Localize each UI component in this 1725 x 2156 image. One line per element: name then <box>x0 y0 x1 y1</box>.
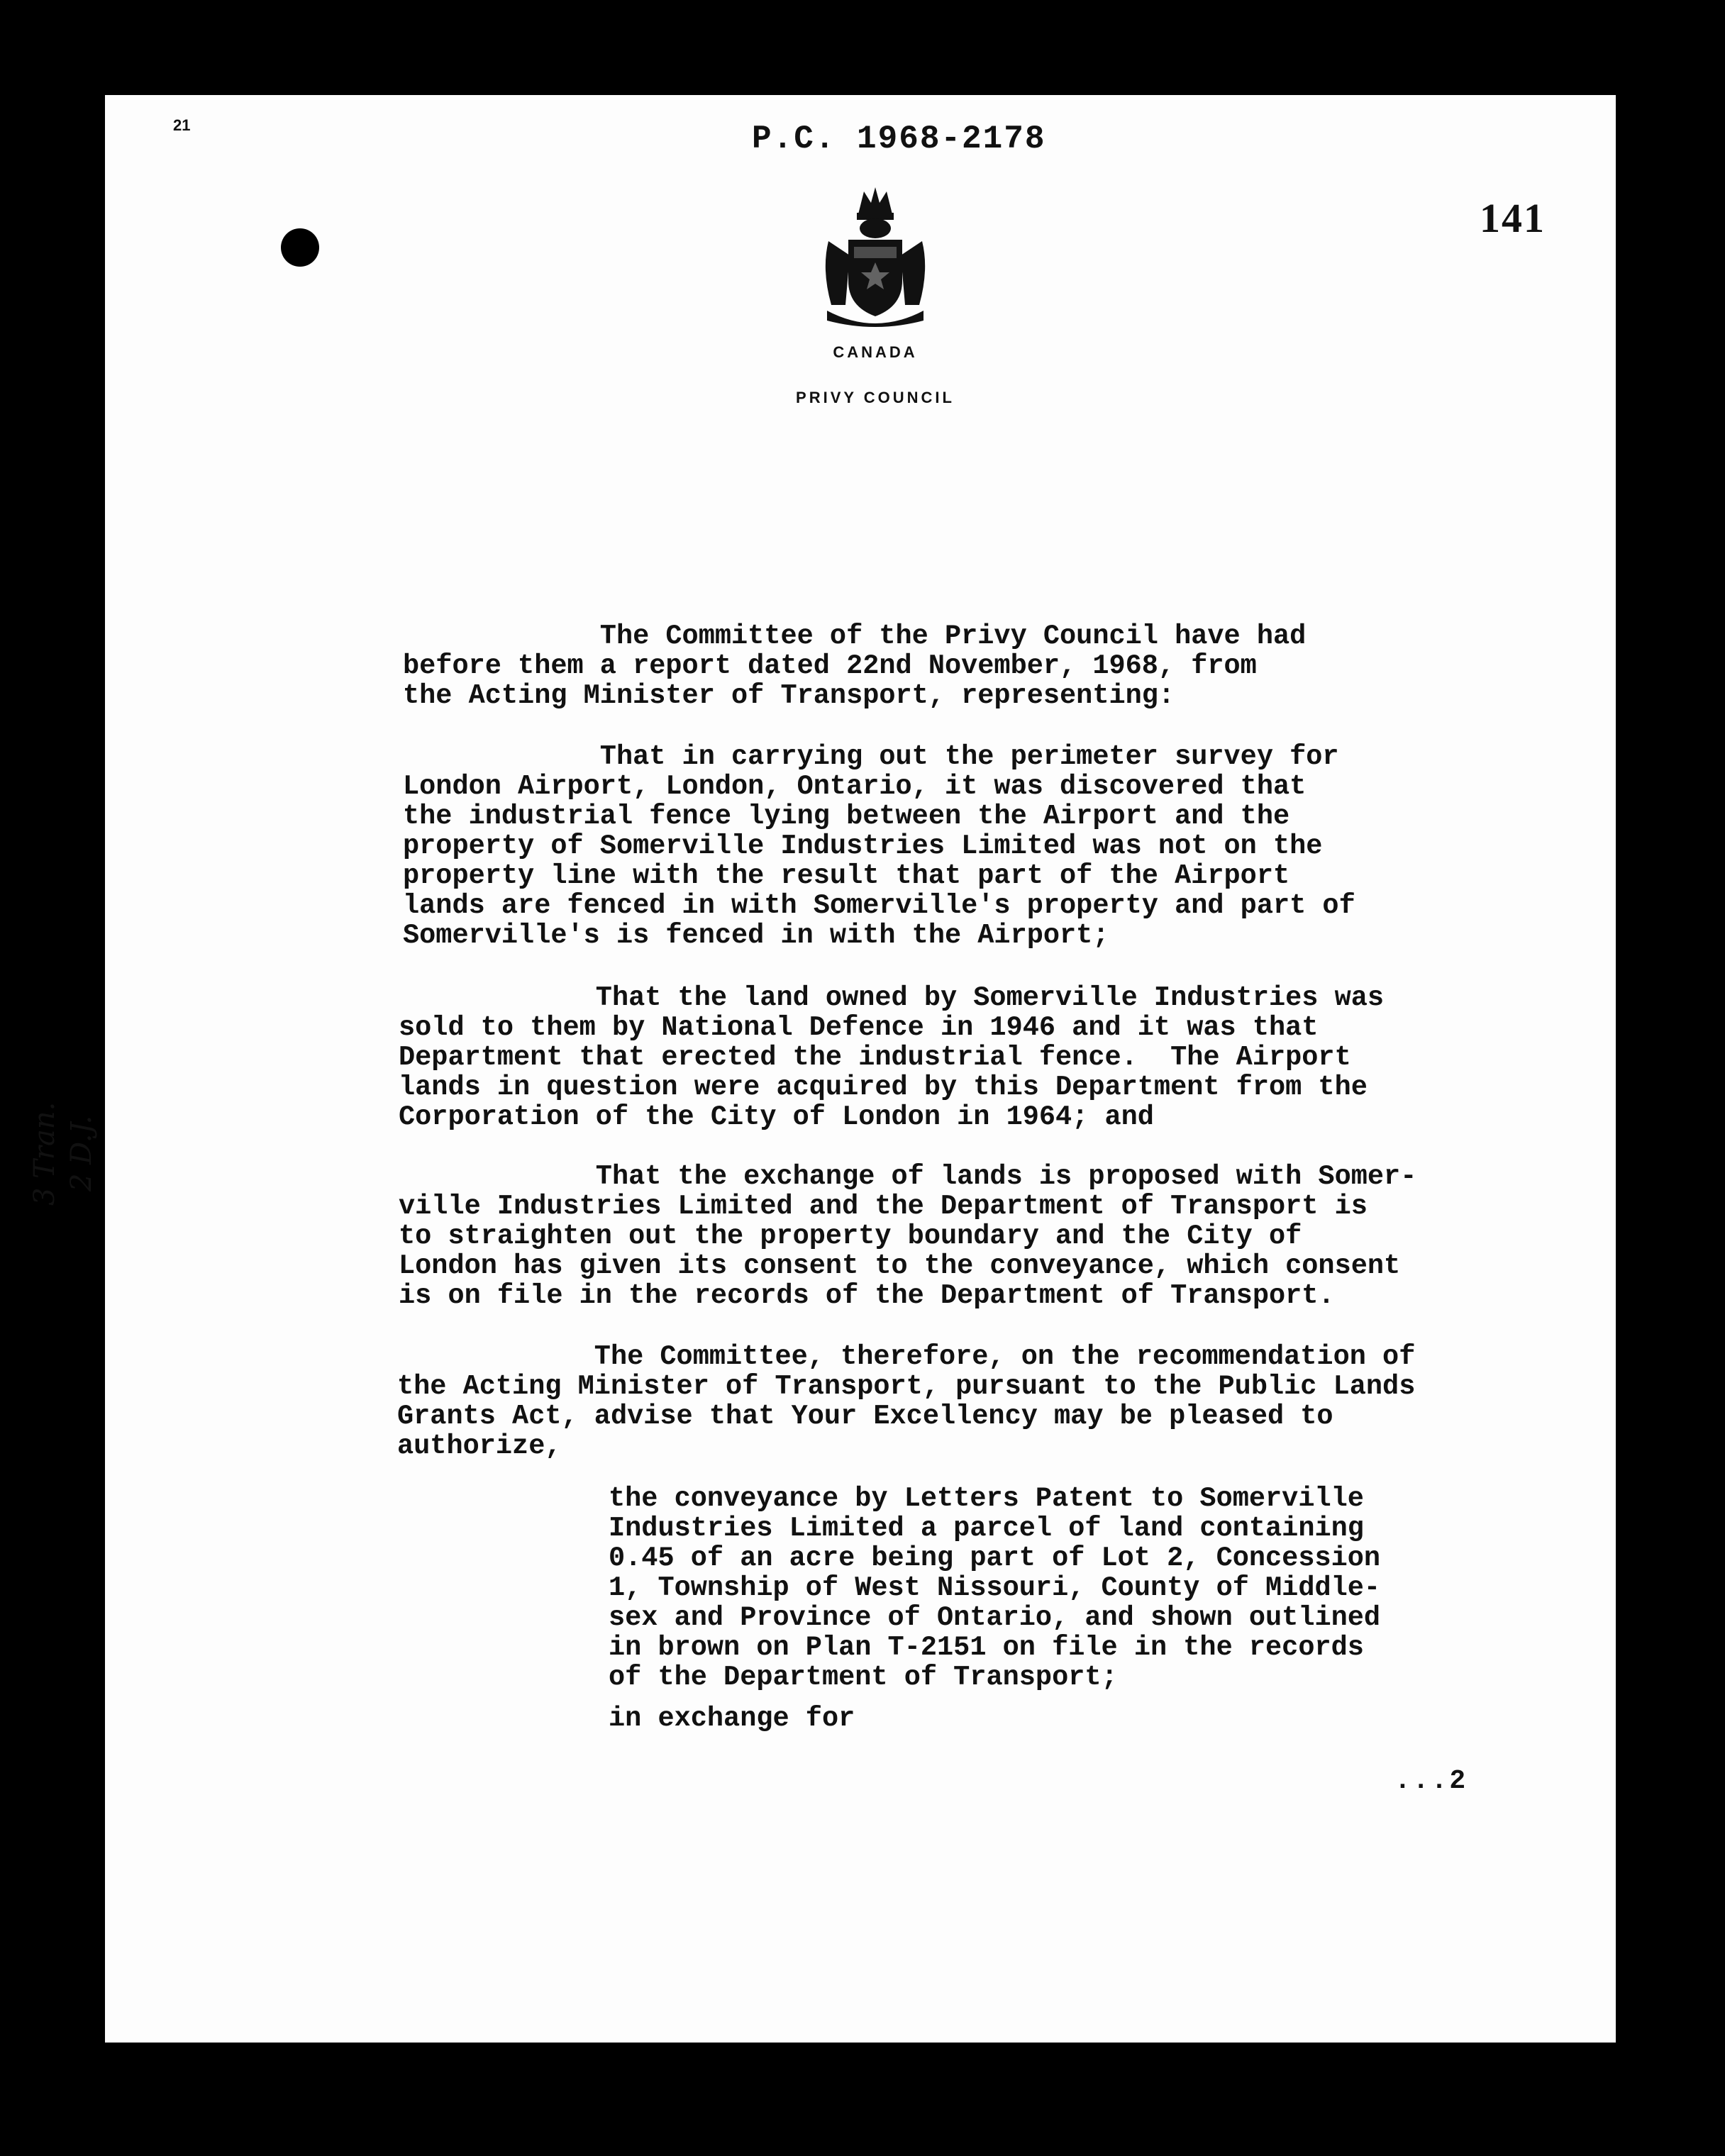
paragraph-exchange: That the exchange of lands is proposed with Somer- ville Industries Limited and the Department of Transport is to straighten out the property boundary and the City of London has given its consent to the conveyance, which consent is on file in the records of the Department of Transport. <box>399 1161 1417 1311</box>
paragraph-intro: The Committee of the Privy Council have had before them a report dated 22nd November, 1968, from the Acting Minister of Transport, representing: <box>403 621 1307 711</box>
coat-of-arms-icon <box>821 184 929 333</box>
punch-hole <box>281 228 319 267</box>
order-number: P.C. 1968-2178 <box>752 121 1046 157</box>
corner-mark: 21 <box>173 116 191 134</box>
paragraph-recommendation: The Committee, therefore, on the recommendation of the Acting Minister of Transport, pursuant to the Public Lands Grants Act, advise that Your Excellency may be pleased to authorize, <box>397 1341 1416 1462</box>
country-heading: CANADA <box>833 343 918 361</box>
stamped-page-number: 141 <box>1480 195 1546 241</box>
handwritten-note-2: 2 D.J. <box>65 1115 98 1191</box>
paragraph-in-exchange: in exchange for <box>609 1703 855 1734</box>
council-heading: PRIVY COUNCIL <box>796 389 955 406</box>
document-page <box>105 95 1616 2043</box>
handwritten-note-1: 3 Tran. <box>28 1101 61 1206</box>
paragraph-survey: That in carrying out the perimeter survey for London Airport, London, Ontario, it was discovered that the industrial fence lying between the Airport and the property of Somerville Industries Limited was not on the property line with the result that part of the Airport lands are fenced in with Somerville's property and part of Somerville's is fenced in with the Airport; <box>403 741 1355 951</box>
paragraph-land-history: That the land owned by Somerville Industries was sold to them by National Defence in 1946 and it was that Department that erected the industrial fence. The Airport lands in question were acquired by this Department from the Corporation of the City of London in 1964; and <box>399 982 1385 1133</box>
paragraph-conveyance: the conveyance by Letters Patent to Somerville Industries Limited a parcel of land containing 0.45 of an acre being part of Lot 2, Concession 1, Township of West Nissouri, County of Middle- sex and Province of Ontario, and shown outlined in brown on Plan T-2151 on file in the records of the Department of Transport; <box>609 1483 1381 1693</box>
continuation-marker: ...2 <box>1394 1766 1468 1796</box>
